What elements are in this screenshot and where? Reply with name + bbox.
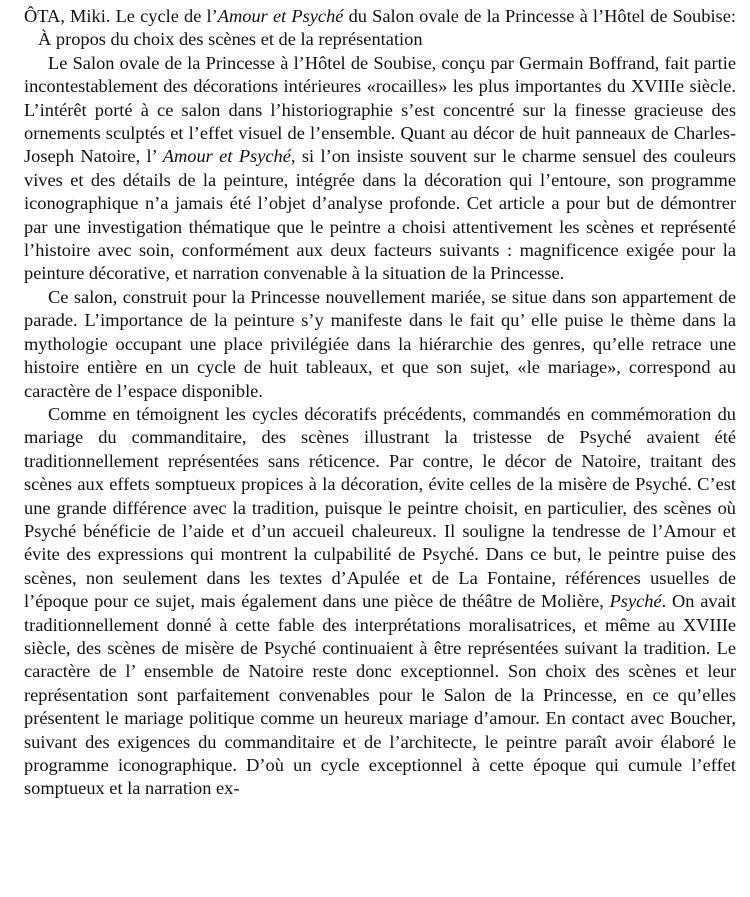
author-name: ÔTA, Miki. xyxy=(24,6,111,26)
title-part-2: du Salon ovale de la Princesse à l’Hôtel de Soubise: À propos du choix des scènes et de la représentation xyxy=(38,6,736,50)
article-heading xyxy=(24,5,736,52)
paragraph-3 xyxy=(24,403,736,801)
paragraph-2-text: Ce salon, construit pour la Princesse nouvellement mariée, se situe dans son appartement de parade. L’importance de la peinture s’y manifeste dans le fait qu’ elle puise le thème dans la mythologie occupant une place privilégiée dans la hiérarchie des genres, qu’elle retrace une histoire entière en un cycle de huit tableaux, et que son sujet, «le mariage», correspond au caractère de l’espace disponible. xyxy=(24,286,736,401)
paragraph-2 xyxy=(24,286,736,403)
paragraph-3-text-a: Comme en témoignent les cycles décoratifs précédents, commandés en commémoration du mariage du commanditaire, des scènes illustrant la tristesse de Psyché avaient été traditionnellement représentées sans réticence. Par contre, le décor de Natoire, traitant des scènes aux effets somptueux propices à la décoration, évite celles de la misère de Psyché. C’est une grande différence avec la tradition, puisque le peintre choisit, en particulier, des scènes où Psyché bénéficie de l’aide et d’un accueil chaleureux. Il souligne la tendresse de l’Amour et évite des expressions qui montrent la culpabilité de Psyché. Dans ce but, le peintre puise des scènes, non seulement dans les textes d’Apulée et de La Fontaine, références usuelles de l’époque pour ce sujet, mais également dans une pièce de théâtre de Molière, xyxy=(24,403,736,612)
paragraph-1-italic: Amour et Psyché xyxy=(162,146,291,167)
paragraph-3-text-b: . On avait traditionnellement donné à cette fable des interprétations moralisatrices, et même au XVIIIe siècle, des scènes de misère de Psyché continuaient à être représentées suivant la tradition. Le caractère de l’ ensemble de Natoire reste donc exceptionnel. Son choix des scènes et leur représentation sont parfaitement convenables pour le Salon de la Princesse, en ce qu’elles présentent le mariage politique comme un heureux mariage d’amour. En contact avec Boucher, suivant des exigences du commanditaire et de l’architecte, le peintre paraît avoir élaboré le programme iconographique. D’où un cycle exceptionnel à cette époque qui cumule l’effet somptueux et la narration ex- xyxy=(24,591,737,799)
paragraph-3-italic: Psyché xyxy=(609,591,662,612)
paragraph-1 xyxy=(24,52,736,286)
paragraph-1-text-a: Le Salon ovale de la Princesse à l’Hôtel de Soubise, conçu par Germain Boffrand, fait partie incontestablement des décorations intérieures «rocailles» les plus importantes du XVIIIe siècle. L’intérêt porté à ce salon dans l’historiographie s’est concentré sur la finesse gracieuse des ornements sculptés et l’effet visuel de l’ensemble. Quant au décor de huit panneaux de Charles-Joseph Natoire, l’ xyxy=(24,52,736,167)
title-part-1: Le cycle de l’ xyxy=(115,6,218,26)
paragraph-1-text-b: , si l’on insiste souvent sur le charme sensuel des couleurs vives et des détails de la peinture, intégrée dans la décoration qui l’entoure, son programme iconographique n’a jamais été l’objet d’analyse profonde. Cet article a pour but de démontrer par une investigation thématique que le peintre a choisi attentivement les scènes et représenté l’histoire avec soin, conformément aux deux facteurs suivants : magnificence exigée pour la peinture décorative, et narration convenable à la situation de la Princesse. xyxy=(24,146,737,284)
title-italic: Amour et Psyché xyxy=(217,6,344,26)
